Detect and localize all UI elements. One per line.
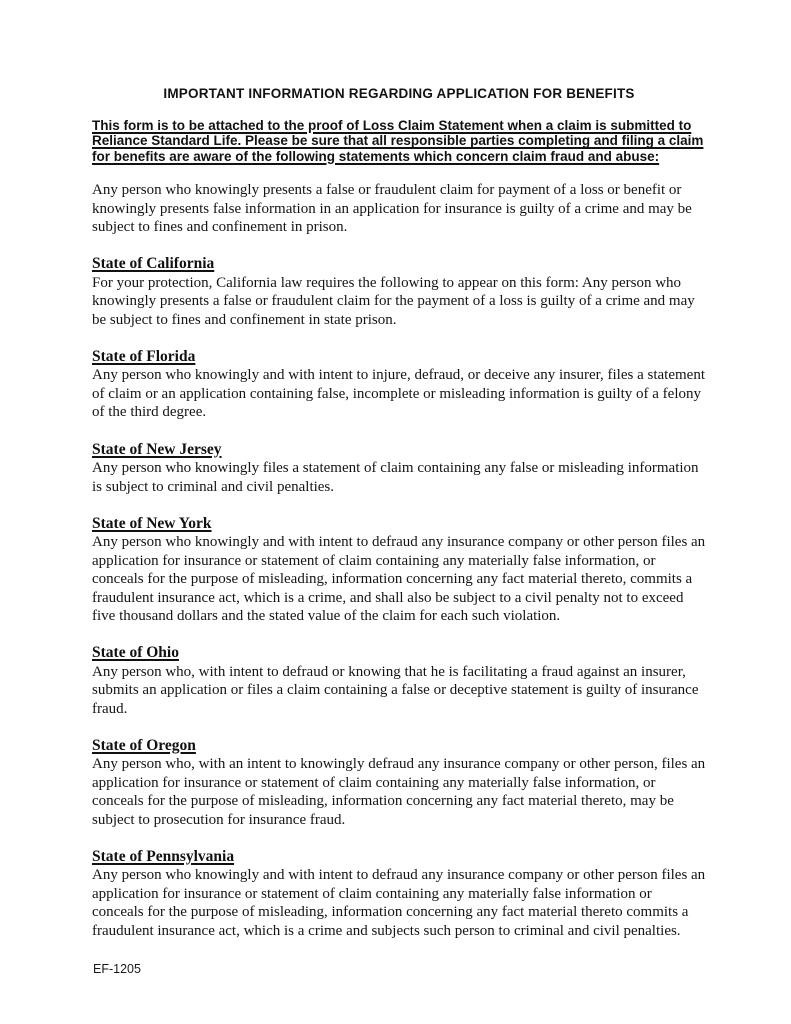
state-statement: Any person who knowingly and with intent to defraud any insurance company or other person files an application for insurance or statement of claim containing any materially false information or conceals for the purpose of misleading, information concerning any fact material thereto commits a fraudulent insurance act, which is a crime and subjects such person to criminal and civil penalties.	[92, 867, 706, 939]
state-heading: State of New Jersey	[92, 440, 222, 458]
general-fraud-statement: Any person who knowingly presents a false or fraudulent claim for payment of a loss or benefit or knowingly presents false information in an application for insurance is guilty of a crime and may be subject to fines and confinement in prison.	[92, 182, 692, 236]
state-statement: Any person who, with intent to defraud or knowing that he is facilitating a fraud against an insurer, submits an application or files a claim containing a false or deceptive statement is guilty of insurance fraud.	[92, 663, 699, 717]
state-statement: Any person who knowingly files a statement of claim containing any false or misleading information is subject to criminal and civil penalties.	[92, 460, 699, 495]
state-section	[92, 515, 706, 625]
state-statement: For your protection, California law requires the following to appear on this form: Any person who knowingly presents a false or fraudulent claim for the payment of a loss is guilty of a crime and may be subject to fines and confinement in state prison.	[92, 274, 695, 328]
state-statement: Any person who knowingly and with intent to defraud any insurance company or other person files an application for insurance or statement of claim containing any materially false information, or conceals for the purpose of misleading, information concerning any fact material thereto, commits a fraudulent insurance act, which is a crime, and shall also be subject to a civil penalty not to exceed five thousand dollars and the stated value of the claim for each such violation.	[92, 534, 706, 624]
state-section	[92, 848, 706, 940]
state-section	[92, 348, 706, 422]
state-section	[92, 441, 706, 496]
state-section	[92, 255, 706, 329]
document-content	[92, 86, 706, 959]
state-heading: State of Florida	[92, 348, 196, 366]
attachment-notice: This form is to be attached to the proof of Loss Claim Statement when a claim is submitted to Reliance Standard Life. Please be sure that all responsible parties completing and filing a claim for benefits are aware of the following statements which concern claim fraud and abuse:	[92, 118, 704, 164]
form-number: EF-1205	[93, 962, 141, 976]
state-heading: State of Ohio	[92, 644, 179, 662]
state-heading: State of Pennsylvania	[92, 848, 235, 865]
state-section	[92, 737, 706, 829]
state-heading: State of Oregon	[92, 736, 196, 754]
state-heading: State of California	[92, 255, 215, 273]
page-title: IMPORTANT INFORMATION REGARDING APPLICATION FOR BENEFITS	[163, 86, 635, 101]
state-heading: State of New York	[92, 514, 212, 532]
state-statement: Any person who knowingly and with intent to injure, defraud, or deceive any insurer, files a statement of claim or an application containing false, incomplete or misleading information is guilty of a felony of the third degree.	[92, 367, 705, 421]
state-section	[92, 644, 706, 718]
state-statement: Any person who, with an intent to knowingly defraud any insurance company or other person, files an application for insurance or statement of claim containing any materially false information, or conceals for the purpose of misleading, information concerning any fact material thereto, may be subject to prosecution for insurance fraud.	[92, 756, 706, 828]
state-sections	[92, 255, 706, 940]
